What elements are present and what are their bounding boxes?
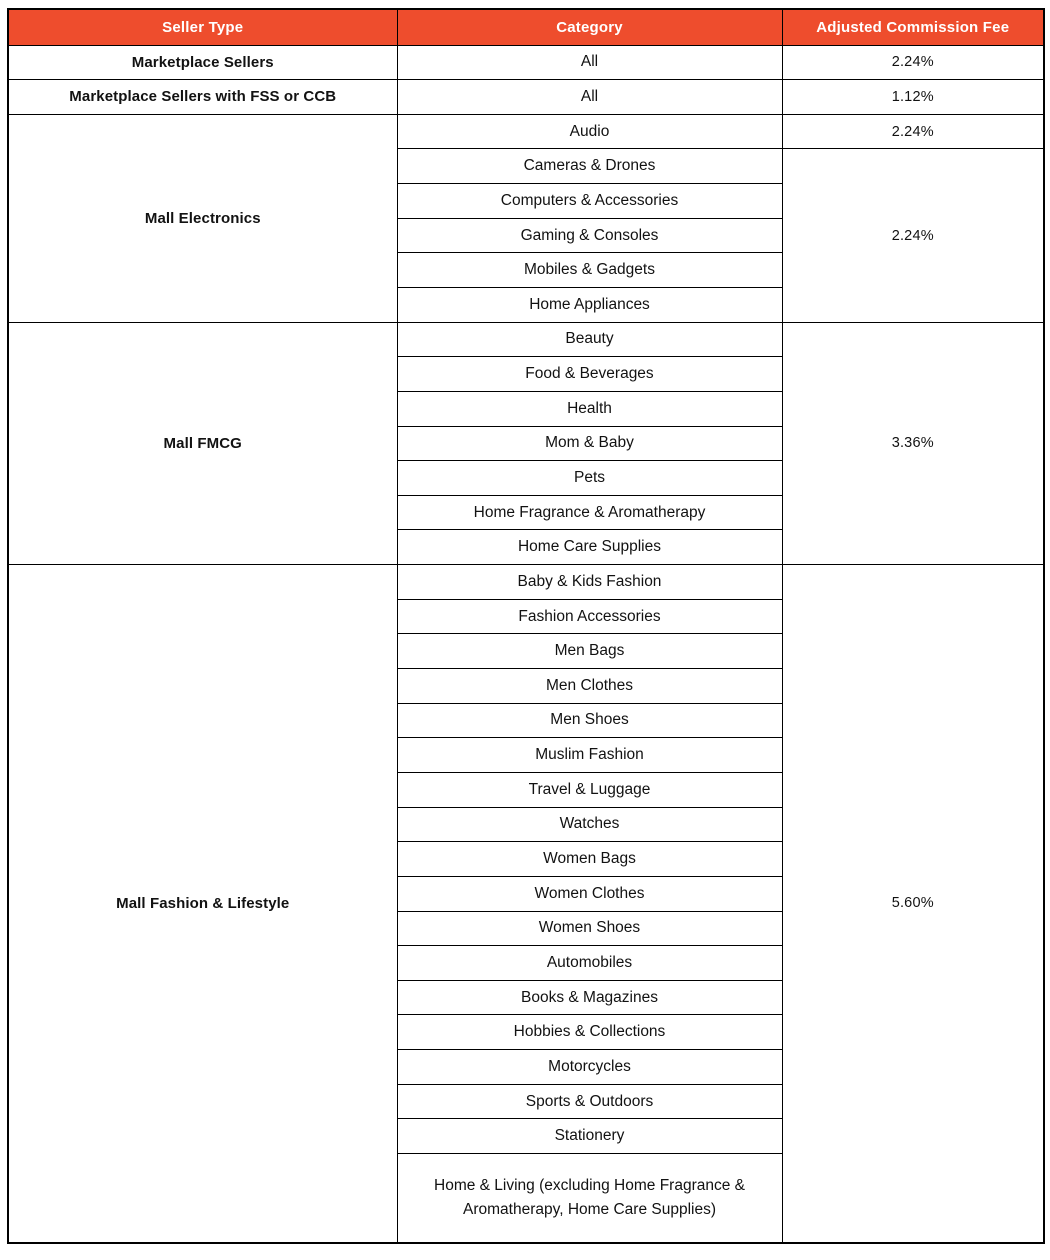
category-cell: Women Clothes <box>397 876 782 911</box>
category-cell: Books & Magazines <box>397 980 782 1015</box>
category-cell: Muslim Fashion <box>397 738 782 773</box>
category-cell: All <box>397 80 782 115</box>
category-cell: Home Care Supplies <box>397 530 782 565</box>
category-cell: Men Bags <box>397 634 782 669</box>
header-seller-type: Seller Type <box>8 9 397 45</box>
fee-cell: 1.12% <box>782 80 1044 115</box>
category-cell: Mobiles & Gadgets <box>397 253 782 288</box>
category-cell: Automobiles <box>397 946 782 981</box>
category-cell: Women Shoes <box>397 911 782 946</box>
category-cell: Stationery <box>397 1119 782 1154</box>
table-row <box>8 565 1044 600</box>
fee-cell: 2.24% <box>782 45 1044 80</box>
category-cell: Travel & Luggage <box>397 772 782 807</box>
commission-fee-table <box>7 8 1045 1244</box>
fee-cell: 2.24% <box>782 114 1044 149</box>
seller-type-cell: Mall Fashion & Lifestyle <box>8 565 397 1243</box>
header-adjusted-commission-fee: Adjusted Commission Fee <box>782 9 1044 45</box>
category-cell: Computers & Accessories <box>397 184 782 219</box>
category-cell: Beauty <box>397 322 782 357</box>
category-cell: Baby & Kids Fashion <box>397 565 782 600</box>
category-cell: Motorcycles <box>397 1050 782 1085</box>
seller-type-cell: Marketplace Sellers with FSS or CCB <box>8 80 397 115</box>
table-row <box>8 114 1044 149</box>
category-cell: Gaming & Consoles <box>397 218 782 253</box>
category-cell: Men Shoes <box>397 703 782 738</box>
category-cell: Sports & Outdoors <box>397 1084 782 1119</box>
header-row <box>8 9 1044 45</box>
category-cell: Food & Beverages <box>397 357 782 392</box>
header-category: Category <box>397 9 782 45</box>
category-cell: Mom & Baby <box>397 426 782 461</box>
category-cell: Home Appliances <box>397 287 782 322</box>
category-cell: Hobbies & Collections <box>397 1015 782 1050</box>
seller-type-cell: Mall Electronics <box>8 114 397 322</box>
seller-type-cell: Marketplace Sellers <box>8 45 397 80</box>
category-cell: Pets <box>397 461 782 496</box>
category-cell: All <box>397 45 782 80</box>
category-cell: Cameras & Drones <box>397 149 782 184</box>
fee-cell: 5.60% <box>782 565 1044 1243</box>
table-row <box>8 45 1044 80</box>
table-row <box>8 322 1044 357</box>
category-cell: Audio <box>397 114 782 149</box>
table-row <box>8 80 1044 115</box>
fee-cell: 2.24% <box>782 149 1044 322</box>
category-cell: Men Clothes <box>397 669 782 704</box>
commission-fee-page <box>0 8 1050 1260</box>
category-cell: Home Fragrance & Aromatherapy <box>397 495 782 530</box>
category-cell: Fashion Accessories <box>397 599 782 634</box>
category-cell: Home & Living (excluding Home Fragrance & Aromatherapy, Home Care Supplies) <box>397 1154 782 1243</box>
category-cell: Women Bags <box>397 842 782 877</box>
fee-cell: 3.36% <box>782 322 1044 564</box>
category-cell: Watches <box>397 807 782 842</box>
category-cell: Health <box>397 391 782 426</box>
seller-type-cell: Mall FMCG <box>8 322 397 564</box>
